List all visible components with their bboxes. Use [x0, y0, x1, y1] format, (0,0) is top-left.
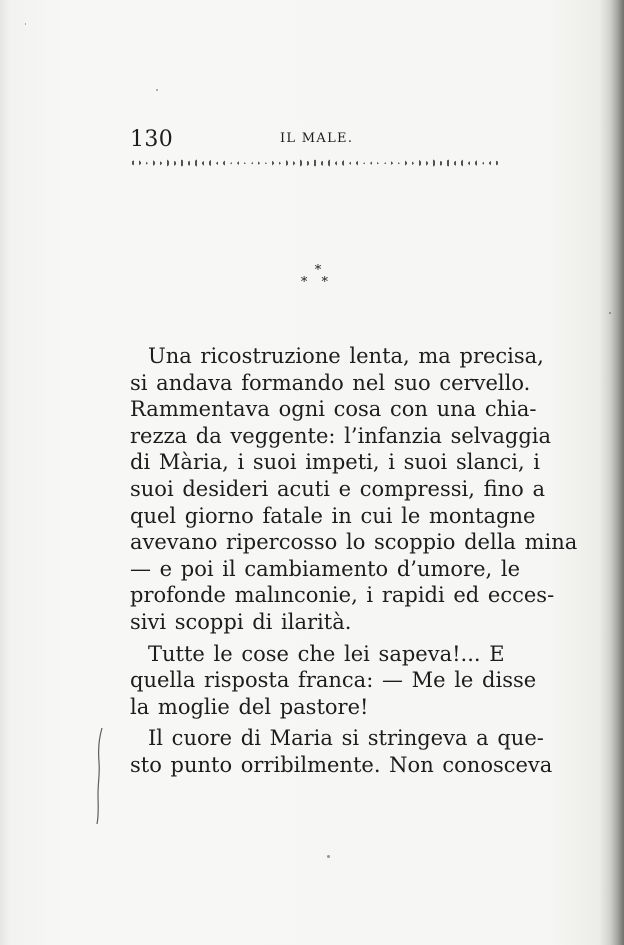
- page-number: 130: [130, 127, 174, 152]
- margin-pencil-mark: [94, 726, 106, 826]
- paragraph-1-line-3: Rammentava ogni cosa con una chia-: [130, 397, 537, 422]
- page-right-shadow: [610, 0, 624, 945]
- paragraph-1-line-11: sivi scoppi di ilarità.: [130, 609, 352, 634]
- paragraph-1-line-2: si andava formando nel suo cervello.: [130, 370, 531, 395]
- paragraph-3-line-1: Il cuore di Maria si stringeva a que-: [148, 726, 544, 751]
- paragraph-1-line-8: avevano ripercosso lo scoppio della mina: [130, 530, 578, 555]
- paper-speck: [156, 89, 158, 91]
- paper-speck: [327, 855, 330, 858]
- page-left-tone: [0, 0, 10, 945]
- paragraph-1-line-5: di Mària, i suoi impeti, i suoi slanci, i: [130, 450, 541, 475]
- paragraph-2-line-1: Tutte le cose che lei sapeva!... E: [148, 641, 505, 666]
- paragraph-1-line-6: suoi desideri acuti e compressi, fino a: [130, 476, 545, 501]
- paper-speck: [609, 312, 611, 314]
- paragraph-1-line-7: quel giorno fatale in cui le montagne: [130, 503, 536, 528]
- paragraph-1-line-9: — e poi il cambiamento d’umore, le: [130, 556, 521, 581]
- asterism-bottom: * *: [300, 275, 334, 290]
- running-title: IL MALE.: [280, 131, 354, 146]
- paragraph-1-line-10: profonde malınconie, i rapidi ed ecces-: [130, 583, 555, 608]
- paper-speck: [25, 23, 26, 25]
- paragraph-2-line-2: quella risposta franca: — Me le disse: [130, 668, 537, 693]
- asterism-top: *: [314, 263, 322, 278]
- paragraph-1-line-1: Una ricostruzione lenta, ma precisa,: [148, 344, 544, 368]
- paragraph-2-line-3: la moglie del pastore!: [130, 694, 369, 719]
- body-text: [130, 343, 578, 779]
- paragraph-3-line-2: sto punto orribilmente. Non conosceva: [130, 752, 553, 777]
- paragraph-1-line-4: rezza da veggente: l’infanzia selvaggia: [130, 423, 552, 448]
- page-header: [130, 127, 500, 155]
- header-ornament-rule: [130, 156, 500, 170]
- section-break-asterism: [295, 264, 339, 292]
